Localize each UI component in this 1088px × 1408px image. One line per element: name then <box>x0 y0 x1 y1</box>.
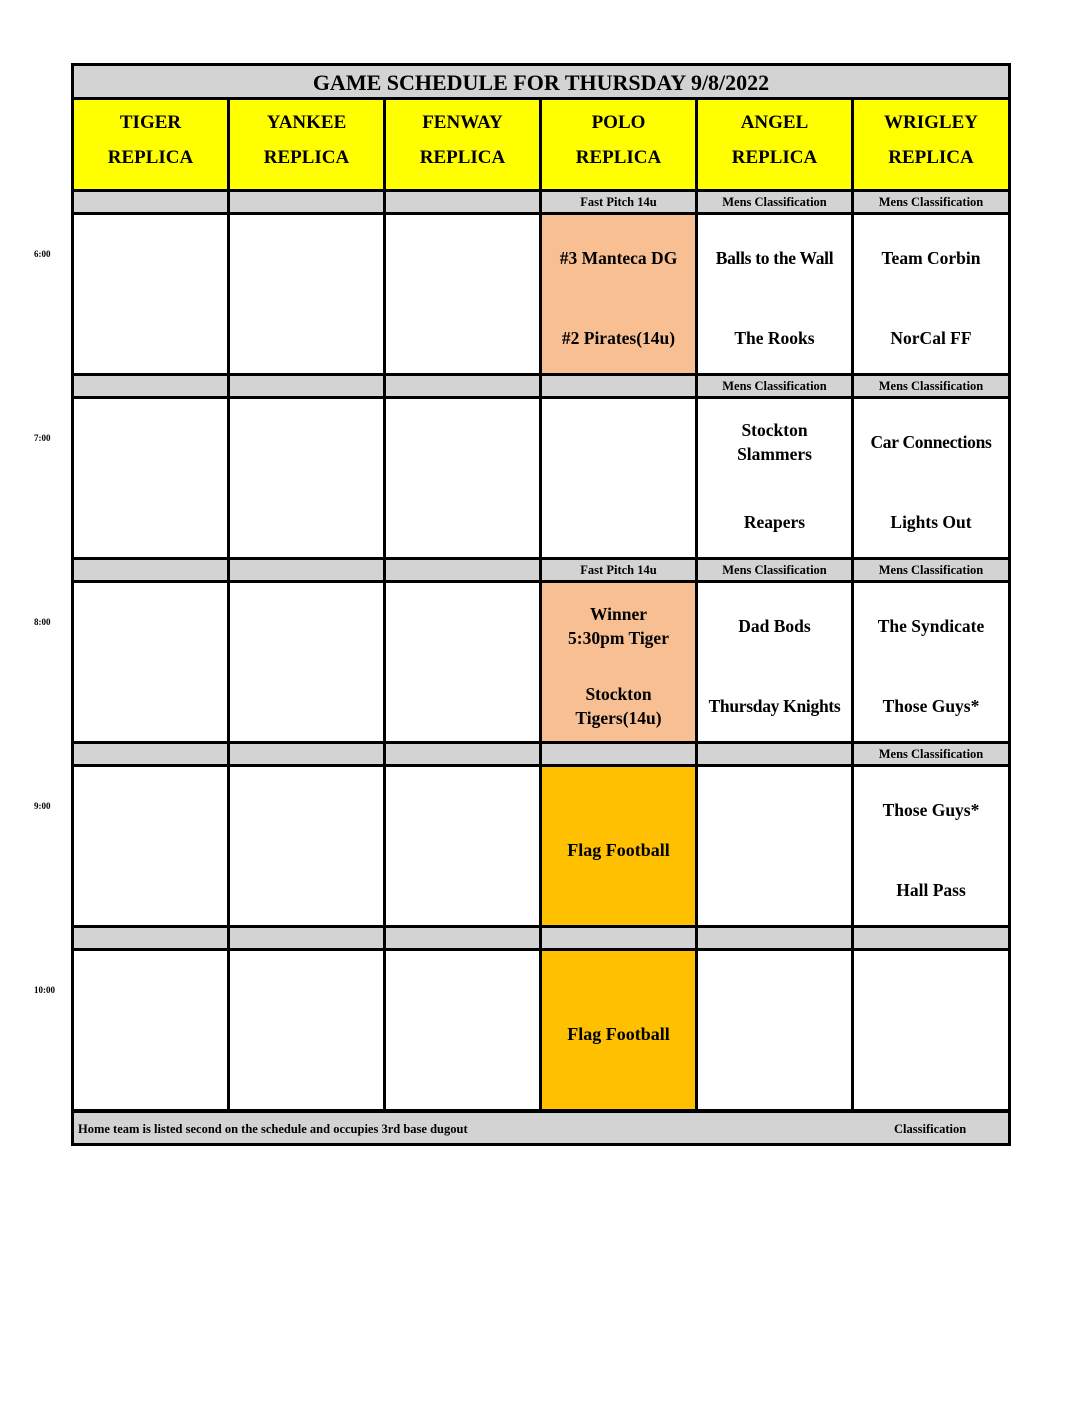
away-team: The Syndicate <box>877 616 985 636</box>
game-cell <box>74 215 227 373</box>
away-team: Team Corbin <box>881 248 981 268</box>
field-name: TIGER <box>119 112 182 133</box>
classification-band <box>698 744 851 764</box>
time-label: 10:00 <box>34 985 55 995</box>
game-cell <box>386 399 539 557</box>
classification-band <box>854 928 1008 948</box>
home-team: Hall Pass <box>896 880 966 900</box>
classification-band <box>386 744 539 764</box>
away-team: Balls to the Wall <box>715 248 834 268</box>
classification-band <box>230 928 383 948</box>
schedule-table <box>71 63 1011 1146</box>
game-cell <box>698 399 851 557</box>
game-cell <box>854 399 1008 557</box>
classification-band: Mens Classification <box>854 560 1008 580</box>
time-label: 9:00 <box>34 801 51 811</box>
home-team: Those Guys* <box>882 696 980 716</box>
classification-band: Fast Pitch 14u <box>542 560 695 580</box>
field-header-yankee <box>230 100 383 189</box>
game-cell <box>74 399 227 557</box>
classification-band <box>698 928 851 948</box>
game-cell <box>542 399 695 557</box>
footer-classification: Classification <box>894 1122 967 1136</box>
home-team: NorCal FF <box>890 328 972 348</box>
field-subtitle: REPLICA <box>731 147 818 168</box>
classification-band <box>230 376 383 396</box>
classification-band <box>230 560 383 580</box>
game-cell <box>386 951 539 1109</box>
field-header-tiger <box>74 100 227 189</box>
classification-band: Mens Classification <box>698 560 851 580</box>
game-cell <box>854 583 1008 741</box>
game-cell <box>230 951 383 1109</box>
away-team: #3 Manteca DG <box>559 248 678 268</box>
game-cell <box>854 767 1008 925</box>
classification-band <box>542 376 695 396</box>
game-cell <box>542 767 695 925</box>
away-team: Winner 5:30pm Tiger <box>568 604 669 648</box>
home-team: #2 Pirates(14u) <box>561 328 676 348</box>
game-cell <box>698 215 851 373</box>
game-cell <box>386 767 539 925</box>
game-cell <box>698 951 851 1109</box>
home-team: Thursday Knights <box>708 696 841 716</box>
game-cell <box>230 583 383 741</box>
game-cell <box>698 583 851 741</box>
game-cell <box>542 583 695 741</box>
schedule-title: GAME SCHEDULE FOR THURSDAY 9/8/2022 <box>74 66 1008 97</box>
game-cell <box>230 767 383 925</box>
event-label: Flag Football <box>567 840 670 860</box>
home-team: Reapers <box>743 512 806 532</box>
game-cell <box>386 583 539 741</box>
home-team: Stockton Tigers(14u) <box>575 684 662 728</box>
table-footer <box>74 1113 1008 1143</box>
field-subtitle: REPLICA <box>419 147 506 168</box>
classification-band: Mens Classification <box>854 744 1008 764</box>
field-header-fenway <box>386 100 539 189</box>
away-team: Car Connections <box>870 432 992 452</box>
classification-band: Mens Classification <box>854 192 1008 212</box>
game-cell <box>230 215 383 373</box>
classification-band: Mens Classification <box>854 376 1008 396</box>
game-cell <box>386 215 539 373</box>
game-cell <box>854 215 1008 373</box>
classification-band <box>74 376 227 396</box>
game-cell <box>74 767 227 925</box>
game-cell <box>542 215 695 373</box>
home-team: Lights Out <box>890 512 972 532</box>
classification-band <box>542 928 695 948</box>
away-team: Those Guys* <box>882 800 980 820</box>
home-team: The Rooks <box>734 328 815 348</box>
away-team: Dad Bods <box>738 616 811 636</box>
game-cell <box>230 399 383 557</box>
field-header-wrigley <box>854 100 1008 189</box>
classification-band <box>74 192 227 212</box>
classification-band <box>386 192 539 212</box>
field-name: POLO <box>591 112 646 133</box>
time-label: 8:00 <box>34 617 51 627</box>
field-name: ANGEL <box>740 112 809 133</box>
time-label: 6:00 <box>34 249 51 259</box>
classification-band <box>230 744 383 764</box>
game-cell <box>542 951 695 1109</box>
classification-band <box>74 928 227 948</box>
game-cell <box>854 951 1008 1109</box>
classification-band <box>542 744 695 764</box>
game-cell <box>74 951 227 1109</box>
classification-band <box>386 928 539 948</box>
away-team: Stockton Slammers <box>737 420 812 464</box>
classification-band: Fast Pitch 14u <box>542 192 695 212</box>
classification-band <box>74 560 227 580</box>
field-subtitle: REPLICA <box>575 147 662 168</box>
field-name: YANKEE <box>266 112 347 133</box>
classification-band <box>386 560 539 580</box>
field-name: WRIGLEY <box>884 112 978 133</box>
classification-band: Mens Classification <box>698 376 851 396</box>
field-subtitle: REPLICA <box>888 147 974 168</box>
event-label: Flag Football <box>567 1024 670 1044</box>
game-cell <box>698 767 851 925</box>
home-team-note: Home team is listed second on the schedule and occupies 3rd base dugout <box>78 1122 468 1136</box>
field-subtitle: REPLICA <box>263 147 350 168</box>
classification-band <box>74 744 227 764</box>
game-cell <box>74 583 227 741</box>
time-label: 7:00 <box>34 433 51 443</box>
classification-band <box>230 192 383 212</box>
field-name: FENWAY <box>422 112 503 133</box>
field-header-angel <box>698 100 851 189</box>
field-subtitle: REPLICA <box>107 147 194 168</box>
field-header-polo <box>542 100 695 189</box>
classification-band <box>386 376 539 396</box>
classification-band: Mens Classification <box>698 192 851 212</box>
